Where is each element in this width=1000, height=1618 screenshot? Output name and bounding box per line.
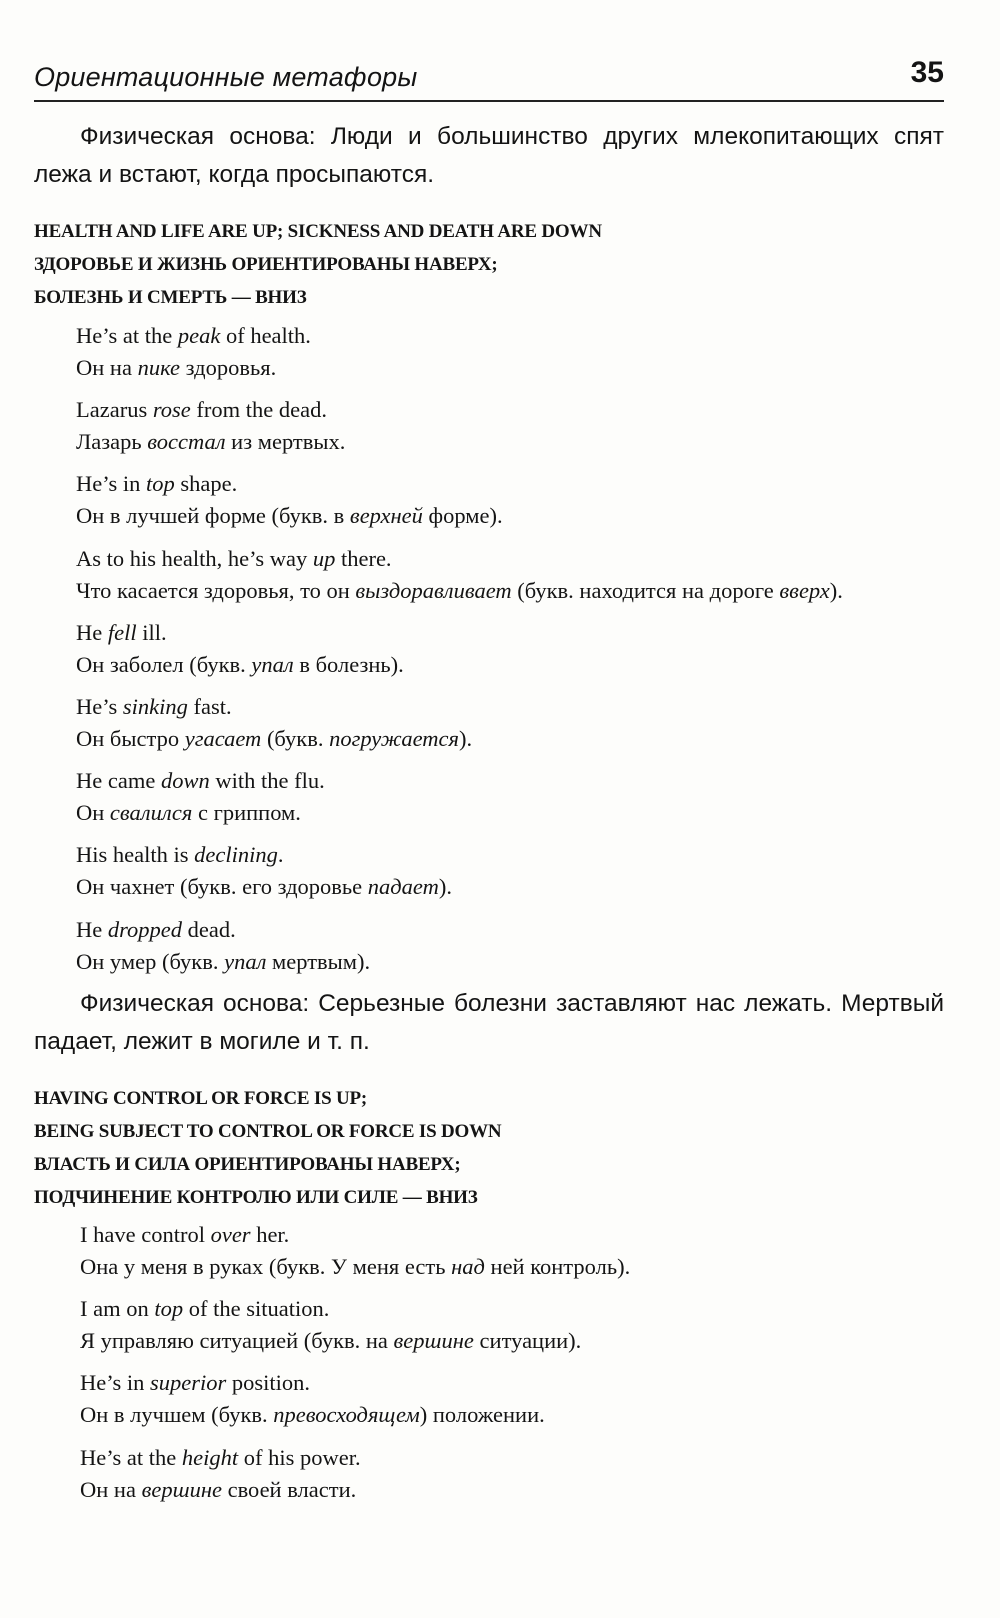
text-segment: Lazarus: [76, 397, 153, 423]
text-segment: Что касается здоровья, то он: [76, 577, 356, 603]
paragraph-physical-basis-2: Физическая основа: Серьезные болезни заставляют нас лежать. Мертвый падает, лежит в могиле и т. п.: [34, 990, 944, 1055]
example-pair: [76, 468, 956, 532]
text-segment: shape.: [174, 471, 238, 497]
example-pair: [76, 839, 956, 903]
text-segment: из мертвых.: [225, 429, 346, 455]
paragraph-physical-basis-1: Физическая основа: Люди и большинство других млекопитающих спят лежа и встают, когда просыпаются.: [34, 123, 944, 188]
example-pair: [76, 617, 956, 681]
text-segment: He’s in: [80, 1370, 150, 1396]
example-russian: [80, 1325, 960, 1357]
text-segment: Лазарь: [76, 429, 148, 455]
emphasized-word: down: [160, 768, 210, 794]
text-segment: Он на: [80, 1476, 142, 1502]
text-segment: His health is: [76, 842, 195, 868]
example-english: [76, 468, 956, 500]
heading-line: ЗДОРОВЬЕ И ЖИЗНЬ ОРИЕНТИРОВАНЫ НАВЕРХ;: [34, 254, 498, 275]
text-segment: Он чахнет (букв. его здоровье: [76, 874, 368, 900]
emphasized-word: top: [146, 471, 175, 497]
example-pair: [76, 394, 956, 458]
example-russian: [76, 352, 956, 384]
example-english: [76, 914, 956, 946]
emphasized-word: пике: [137, 355, 181, 380]
text-segment: ).: [438, 874, 452, 900]
example-russian: [76, 649, 956, 681]
example-english: [76, 839, 956, 871]
example-russian: [76, 797, 956, 829]
example-russian: [80, 1251, 960, 1283]
emphasized-word: верхней: [349, 503, 423, 529]
emphasized-word: превосходящем: [273, 1402, 420, 1428]
text-segment: He: [76, 619, 108, 645]
text-segment: здоровья.: [180, 355, 277, 380]
example-english: [76, 543, 956, 575]
text-segment: Он заболел (букв.: [76, 651, 252, 677]
text-segment: своей власти.: [221, 1476, 357, 1502]
example-russian: [76, 723, 956, 755]
emphasized-word: declining: [194, 842, 278, 868]
text-segment: (букв.: [261, 726, 330, 751]
example-english: [76, 617, 956, 649]
text-segment: I am on: [80, 1296, 155, 1322]
emphasized-word: погружается: [329, 726, 460, 751]
text-segment: ill.: [136, 619, 167, 645]
text-segment: ).: [459, 726, 473, 751]
section-heading-control: [34, 1082, 934, 1214]
section-heading-health: [34, 215, 934, 314]
running-title: Ориентационные метафоры: [34, 62, 418, 92]
text-segment: Я управляю ситуацией (букв. на: [80, 1328, 394, 1354]
emphasized-word: падает: [367, 874, 439, 900]
example-russian: [80, 1474, 960, 1506]
emphasized-word: вверх: [779, 577, 830, 603]
text-segment: her.: [250, 1222, 290, 1247]
example-pair: [80, 1219, 960, 1283]
emphasized-word: выздоравливает: [355, 577, 512, 603]
text-segment: Он в лучшем (букв.: [80, 1402, 274, 1428]
text-segment: ).: [829, 577, 843, 603]
text-segment: ситуации).: [473, 1328, 582, 1354]
heading-line: BEING SUBJECT TO CONTROL OR FORCE IS DOWN: [34, 1121, 502, 1142]
emphasized-word: над: [451, 1254, 485, 1279]
emphasized-word: rose: [152, 397, 191, 423]
text-segment: He’s: [76, 694, 123, 719]
text-segment: of the situation.: [183, 1296, 330, 1322]
text-segment: He came: [76, 768, 161, 794]
text-segment: As to his health, he’s way: [76, 545, 313, 571]
text-segment: Он в лучшей форме (букв. в: [76, 503, 350, 529]
text-segment: Он умер (букв.: [76, 948, 225, 974]
heading-line: ПОДЧИНЕНИЕ КОНТРОЛЮ ИЛИ СИЛЕ — ВНИЗ: [34, 1187, 478, 1208]
example-pair: [76, 543, 956, 607]
text-segment: ней контроль).: [484, 1254, 631, 1279]
text-segment: ) положении.: [419, 1402, 545, 1428]
text-segment: с гриппом.: [192, 800, 301, 826]
text-segment: форме).: [422, 503, 503, 529]
text-segment: (букв. находится на дороге: [511, 577, 780, 603]
text-segment: from the dead.: [190, 397, 327, 423]
heading-line: БОЛЕЗНЬ И СМЕРТЬ — ВНИЗ: [34, 287, 307, 308]
running-head: [34, 52, 944, 102]
example-english: [76, 765, 956, 797]
emphasized-word: sinking: [122, 694, 188, 719]
emphasized-word: угасает: [184, 726, 262, 751]
example-pair: [76, 765, 956, 829]
text-segment: of health.: [220, 323, 311, 348]
example-pair: [80, 1442, 960, 1506]
emphasized-word: over: [210, 1222, 251, 1247]
text-segment: Она у меня в руках (букв. У меня есть: [80, 1254, 452, 1279]
example-english: [80, 1442, 960, 1474]
example-pair: [76, 691, 956, 755]
example-russian: [76, 426, 956, 458]
text-segment: мертвым).: [266, 948, 371, 974]
emphasized-word: height: [181, 1444, 239, 1470]
emphasized-word: упал: [251, 651, 294, 677]
emphasized-word: top: [154, 1296, 184, 1322]
emphasized-word: вершине: [393, 1328, 474, 1354]
emphasized-word: упал: [224, 948, 267, 974]
text-segment: with the flu.: [209, 768, 325, 794]
text-segment: He’s at the: [76, 323, 178, 348]
emphasized-word: fell: [107, 619, 137, 645]
example-russian: [76, 575, 956, 607]
emphasized-word: восстал: [147, 429, 226, 455]
example-russian: [76, 871, 956, 903]
emphasized-word: superior: [150, 1370, 227, 1396]
example-pair: [76, 320, 956, 384]
text-segment: Он быстро: [76, 726, 185, 751]
heading-line: HEALTH AND LIFE ARE UP; SICKNESS AND DEATH ARE DOWN: [34, 221, 602, 242]
text-segment: He’s at the: [80, 1444, 182, 1470]
text-segment: I have control: [80, 1222, 211, 1247]
text-segment: there.: [335, 545, 392, 571]
example-english: [80, 1367, 960, 1399]
emphasized-word: вершине: [141, 1476, 222, 1502]
example-english: [80, 1293, 960, 1325]
example-english: [76, 691, 956, 723]
text-segment: dead.: [182, 916, 236, 942]
example-pair: [80, 1293, 960, 1357]
heading-line: HAVING CONTROL OR FORCE IS UP;: [34, 1088, 368, 1109]
text-segment: Он на: [76, 355, 138, 380]
example-english: [80, 1219, 960, 1251]
emphasized-word: up: [312, 545, 336, 571]
text-segment: .: [277, 842, 284, 868]
heading-line: ВЛАСТЬ И СИЛА ОРИЕНТИРОВАНЫ НАВЕРХ;: [34, 1154, 461, 1175]
text-segment: Он: [76, 800, 110, 826]
example-english: [76, 394, 956, 426]
emphasized-word: peak: [177, 323, 221, 348]
example-russian: [80, 1399, 960, 1431]
text-segment: He’s in: [76, 471, 146, 497]
text-segment: He: [76, 916, 108, 942]
emphasized-word: dropped: [107, 916, 183, 942]
text-segment: fast.: [187, 694, 232, 719]
example-russian: [76, 500, 956, 532]
example-pair: [80, 1367, 960, 1431]
text-segment: of his power.: [238, 1444, 361, 1470]
example-russian: [76, 946, 956, 978]
example-english: [76, 320, 956, 352]
text-segment: в болезнь).: [293, 651, 404, 677]
example-pair: [76, 914, 956, 978]
emphasized-word: свалился: [109, 800, 193, 826]
text-segment: position.: [226, 1370, 311, 1396]
page-number: 35: [910, 56, 944, 89]
